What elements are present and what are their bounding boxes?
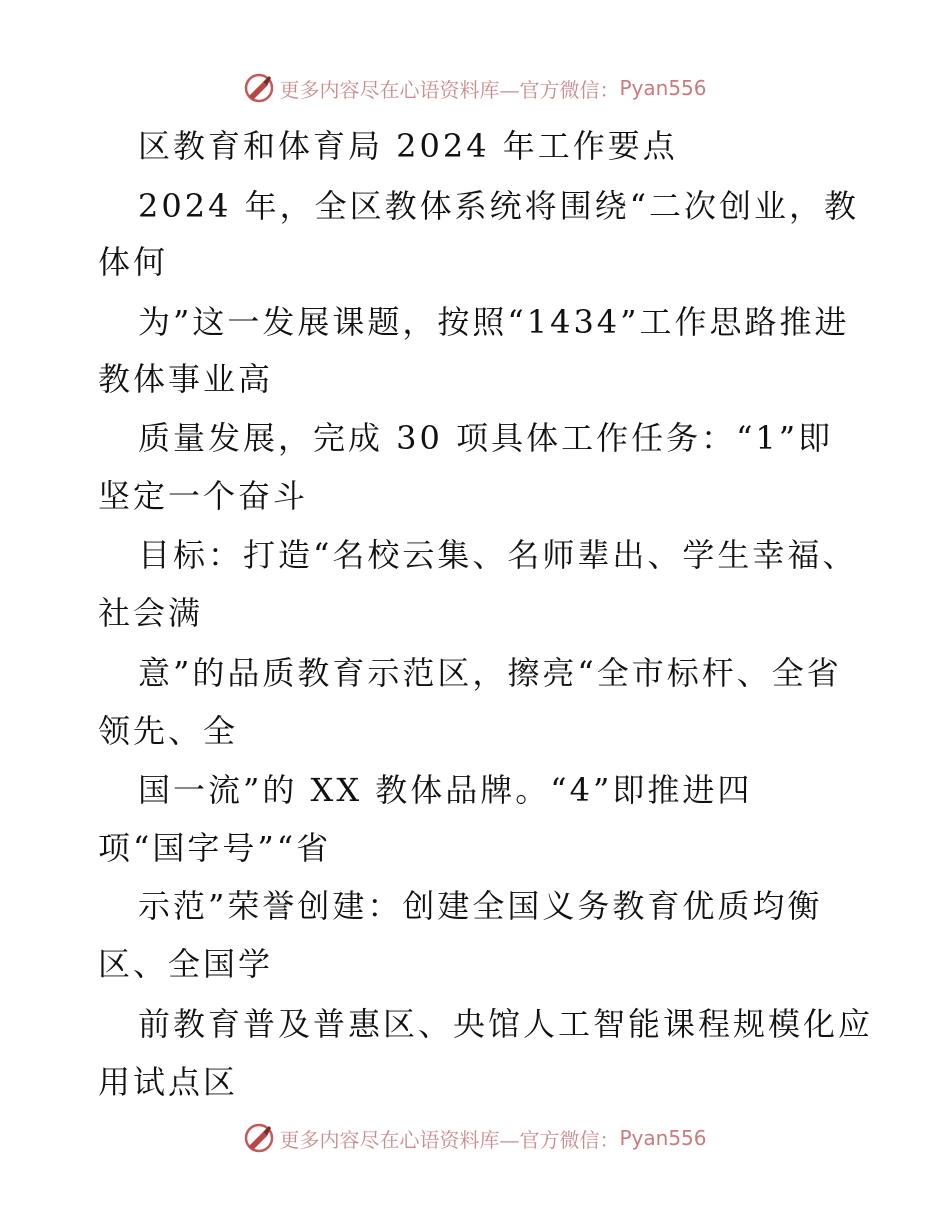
body-line: 区、全国学 <box>98 945 274 983</box>
document-title: 区教育和体育局 2024 年工作要点 <box>138 127 678 165</box>
body-line: 体何 <box>98 243 169 281</box>
watermark-text: 更多内容尽在心语资料库—官方微信： <box>279 1127 620 1152</box>
pen-logo-icon <box>243 72 275 104</box>
watermark-header <box>0 72 950 104</box>
body-line: 为”这一发展课题，按照“1434”工作思路推进 <box>138 303 850 341</box>
body-line: 示范”荣誉创建：创建全国义务教育优质均衡 <box>138 887 823 925</box>
watermark-wechat-id: Pyan556 <box>619 1126 707 1150</box>
body-line: 意”的品质教育示范区，擦亮“全市标杆、全省 <box>138 654 842 692</box>
body-line: 目标：打造“名校云集、名师辈出、学生幸福、 <box>138 536 858 574</box>
watermark-text: 更多内容尽在心语资料库—官方微信： <box>279 77 620 102</box>
body-line: 项“国字号”“省 <box>98 829 332 867</box>
body-line: 前教育普及普惠区、央馆人工智能课程规模化应 <box>138 1005 874 1043</box>
body-line: 用试点区 <box>98 1063 239 1101</box>
body-line: 教体事业高 <box>98 360 274 398</box>
body-line: 坚定一个奋斗 <box>98 477 309 515</box>
body-line: 社会满 <box>98 594 204 632</box>
body-line: 质量发展，完成 30 项具体工作任务：“1”即 <box>138 419 834 457</box>
body-line: 国一流”的 XX 教体品牌。“4”即推进四 <box>138 771 753 809</box>
watermark-wechat-id: Pyan556 <box>619 76 707 100</box>
body-line: 2024 年，全区教体系统将围绕“二次创业，教 <box>138 187 859 225</box>
body-line: 领先、全 <box>98 712 239 750</box>
watermark-footer <box>0 1122 950 1154</box>
pen-logo-icon <box>243 1122 275 1154</box>
